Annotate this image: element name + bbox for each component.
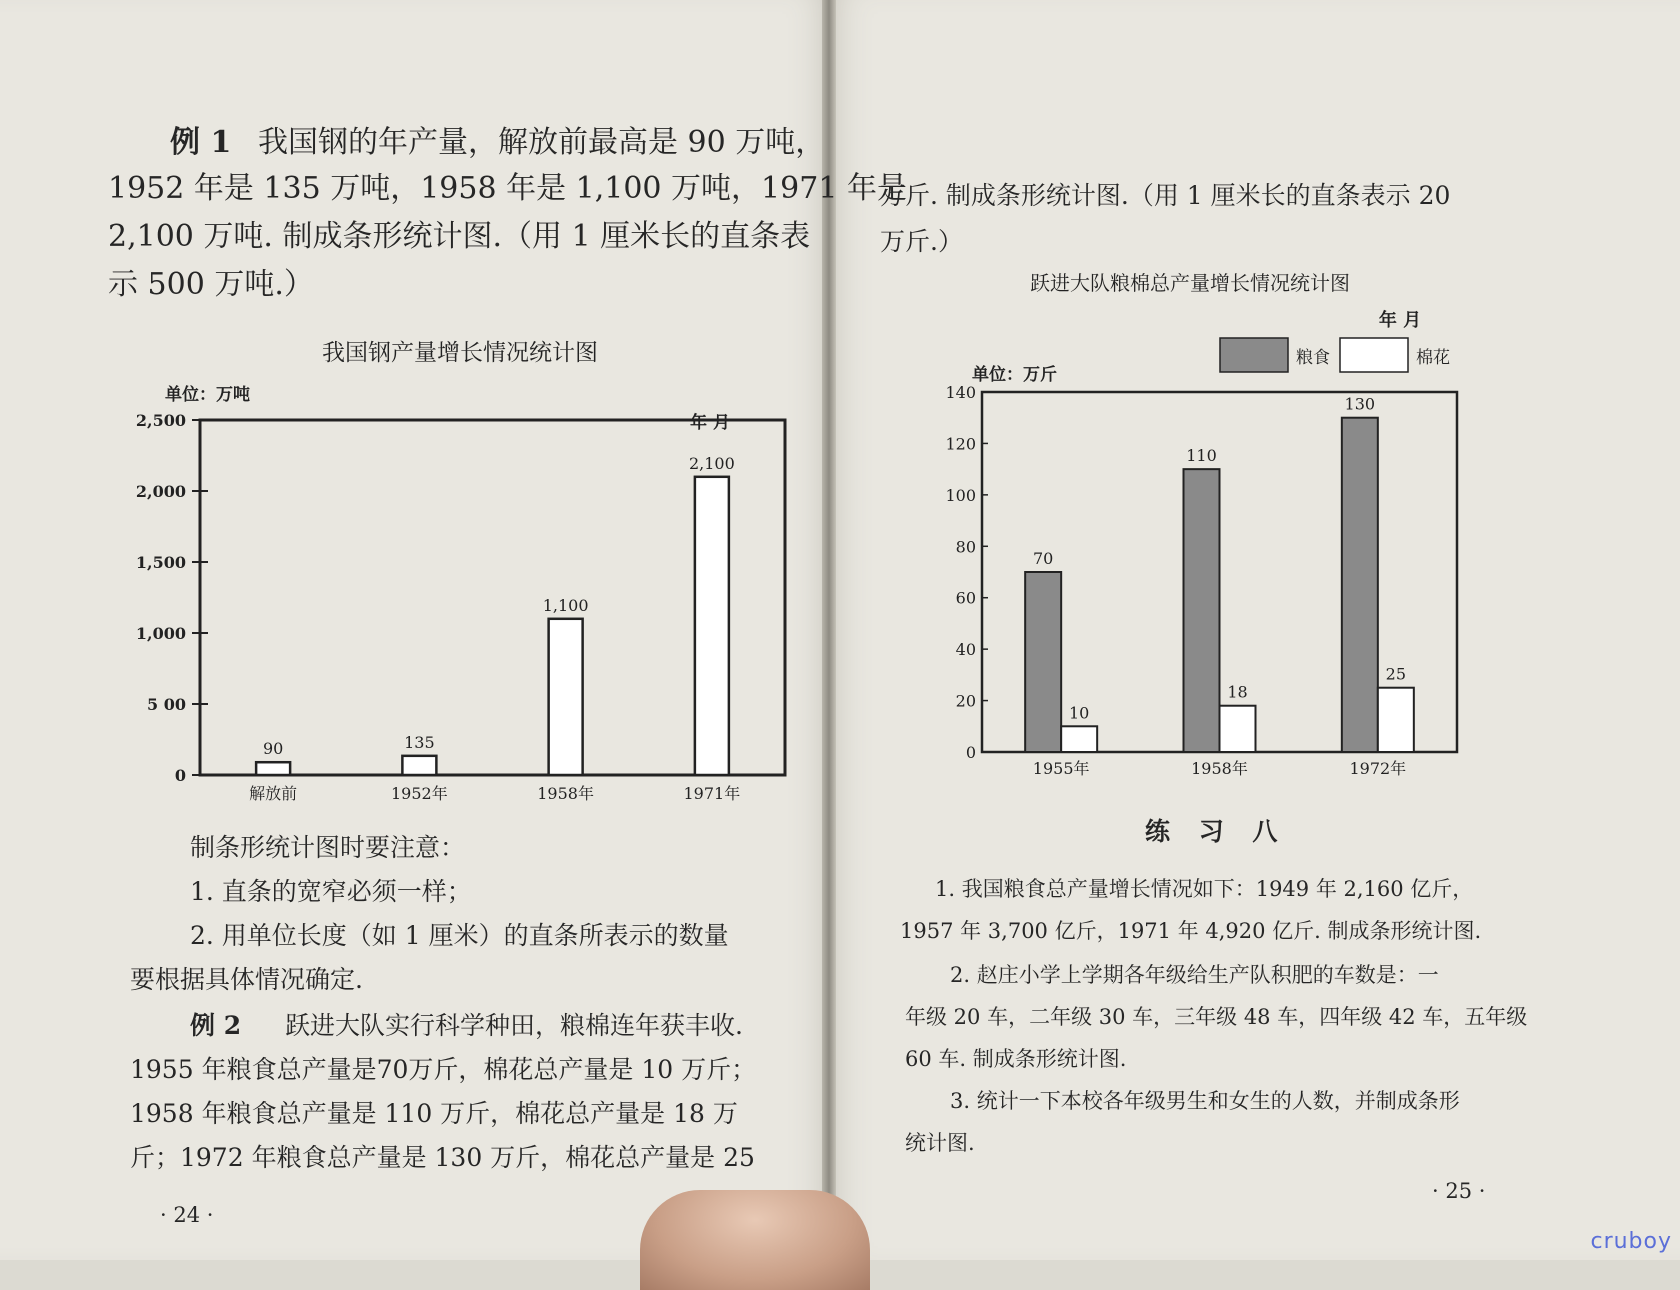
chart2-value-label: 10 <box>1068 703 1090 723</box>
chart2-value-label: 18 <box>1227 682 1248 702</box>
example1-label: 例 1 <box>170 125 232 160</box>
exercise-item-1: 1. 我国粮食总产量增长情况如下：1949 年 2,160 亿斤， <box>935 877 1474 901</box>
watermark: cruboy <box>1590 1229 1672 1254</box>
chart1-ytick-label: 1,500 <box>135 553 186 572</box>
exercise-item-1-cont: 1957 年 3,700 亿斤，1971 年 4,920 亿斤. 制成条形统计图. <box>900 919 1482 943</box>
example1-line-1: 我国钢的年产量，解放前最高是 90 万吨， <box>258 125 826 160</box>
legend-grain-swatch <box>1220 338 1288 372</box>
chart2-category-label: 1972年 <box>1349 759 1407 778</box>
chart1-value-label: 1,100 <box>542 595 589 615</box>
chart2-bar-cotton <box>1220 706 1256 752</box>
chart1-title: 我国钢产量增长情况统计图 <box>322 340 598 366</box>
chart2-ytick-label: 60 <box>955 588 976 608</box>
chart2-category-label: 1958年 <box>1191 759 1248 778</box>
exercise-item-3: 3. 统计一下本校各年级男生和女生的人数，并制成条形 <box>950 1089 1460 1113</box>
page-number-right: · 25 · <box>1432 1179 1486 1203</box>
steel-production-chart <box>110 320 810 810</box>
note-item-1: 1. 直条的宽窄必须一样； <box>190 877 472 906</box>
example1-line-2: 1952 年是 135 万吨，1958 年是 1,100 万吨，1971 年是 <box>108 171 907 206</box>
example1-line-4: 示 500 万吨.） <box>108 267 314 302</box>
chart2-bar-grain <box>1184 469 1220 752</box>
chart1-category-label: 1958年 <box>537 784 594 803</box>
chart1-date-label: 年 月 <box>690 413 730 433</box>
chart1-ytick-label: 2,500 <box>135 411 186 430</box>
legend-cotton-swatch <box>1340 338 1408 372</box>
chart1-ytick-label: 1,000 <box>135 624 186 643</box>
chart2-ytick-label: 0 <box>965 743 976 762</box>
chart1-value-label: 2,100 <box>688 453 735 473</box>
chart2-bar-grain <box>1342 418 1378 752</box>
chart2-bar-grain <box>1025 572 1061 752</box>
chart2-category-label: 1955年 <box>1032 759 1090 778</box>
chart1-value-label: 135 <box>404 732 435 752</box>
chart2-ytick-label: 140 <box>945 383 976 402</box>
exercise-item-2-cont: 年级 20 车，二年级 30 车，三年级 48 车，四年级 42 车，五年级 <box>905 1005 1528 1029</box>
exercise-item-2-end: 60 车. 制成条形统计图. <box>905 1047 1127 1071</box>
chart2-value-label: 130 <box>1344 394 1376 414</box>
example1-line-3: 2,100 万吨. 制成条形统计图.（用 1 厘米长的直条表 <box>108 219 811 254</box>
continuation-line-1: 万斤. 制成条形统计图.（用 1 厘米长的直条表示 20 <box>880 181 1451 210</box>
chart1-ytick-label: 2,000 <box>135 482 186 501</box>
chart1-unit-label: 单位：万吨 <box>165 385 250 405</box>
grain-cotton-chart <box>930 260 1490 780</box>
chart1-value-label: 90 <box>262 739 284 759</box>
example2-line-4: 斤；1972 年粮食总产量是 130 万斤，棉花总产量是 25 <box>130 1143 755 1172</box>
page-number-left: · 24 · <box>160 1203 214 1227</box>
chart2-value-label: 70 <box>1032 549 1054 568</box>
chart1-bar <box>402 756 436 775</box>
example2-label: 例 2 <box>190 1011 242 1040</box>
example2-line-2: 1955 年粮食总产量是70万斤，棉花总产量是 10 万斤； <box>130 1055 757 1084</box>
exercise-title: 练 习 八 <box>1145 817 1288 846</box>
chart2-title: 跃进大队粮棉总产量增长情况统计图 <box>1030 271 1350 295</box>
continuation-line-2: 万斤.） <box>880 227 963 256</box>
chart2-date-label: 年 月 <box>1378 310 1422 331</box>
chart1-category-label: 解放前 <box>249 784 298 803</box>
chart2-ytick-label: 100 <box>945 485 976 505</box>
chart2-unit-label: 单位：万斤 <box>972 365 1057 385</box>
note-item-2-cont: 要根据具体情况确定. <box>130 965 363 994</box>
example2-line-1: 跃进大队实行科学种田，粮棉连年获丰收. <box>285 1011 743 1040</box>
chart2-value-label: 110 <box>1186 446 1217 466</box>
chart2-ytick-label: 20 <box>955 691 976 711</box>
chart2-bar-cotton <box>1061 726 1097 752</box>
chart2-value-label: 25 <box>1385 664 1407 684</box>
chart1-ytick-label: 5 00 <box>147 695 186 714</box>
chart2-bar-cotton <box>1378 688 1414 752</box>
chart1-ytick-label: 0 <box>174 766 186 785</box>
chart1-category-label: 1952年 <box>391 784 448 803</box>
example2-line-3: 1958 年粮食总产量是 110 万斤，棉花总产量是 18 万 <box>130 1099 738 1128</box>
notes-heading: 制条形统计图时要注意： <box>190 833 466 862</box>
legend-cotton-label: 棉花 <box>1416 348 1450 368</box>
legend-grain-label: 粮食 <box>1296 348 1330 368</box>
exercise-item-3-cont: 统计图. <box>905 1131 975 1155</box>
chart2-ytick-label: 120 <box>945 434 976 454</box>
thumb-holding-page <box>640 1190 870 1290</box>
chart1-bar <box>695 477 729 775</box>
chart1-category-label: 1971年 <box>683 784 741 803</box>
note-item-2: 2. 用单位长度（如 1 厘米）的直条所表示的数量 <box>190 921 729 950</box>
chart2-ytick-label: 40 <box>955 640 976 660</box>
chart2-ytick-label: 80 <box>955 537 976 557</box>
chart1-bar <box>256 762 290 775</box>
chart1-bar <box>549 619 583 775</box>
exercise-item-2: 2. 赵庄小学上学期各年级给生产队积肥的车数是：一 <box>950 963 1439 987</box>
